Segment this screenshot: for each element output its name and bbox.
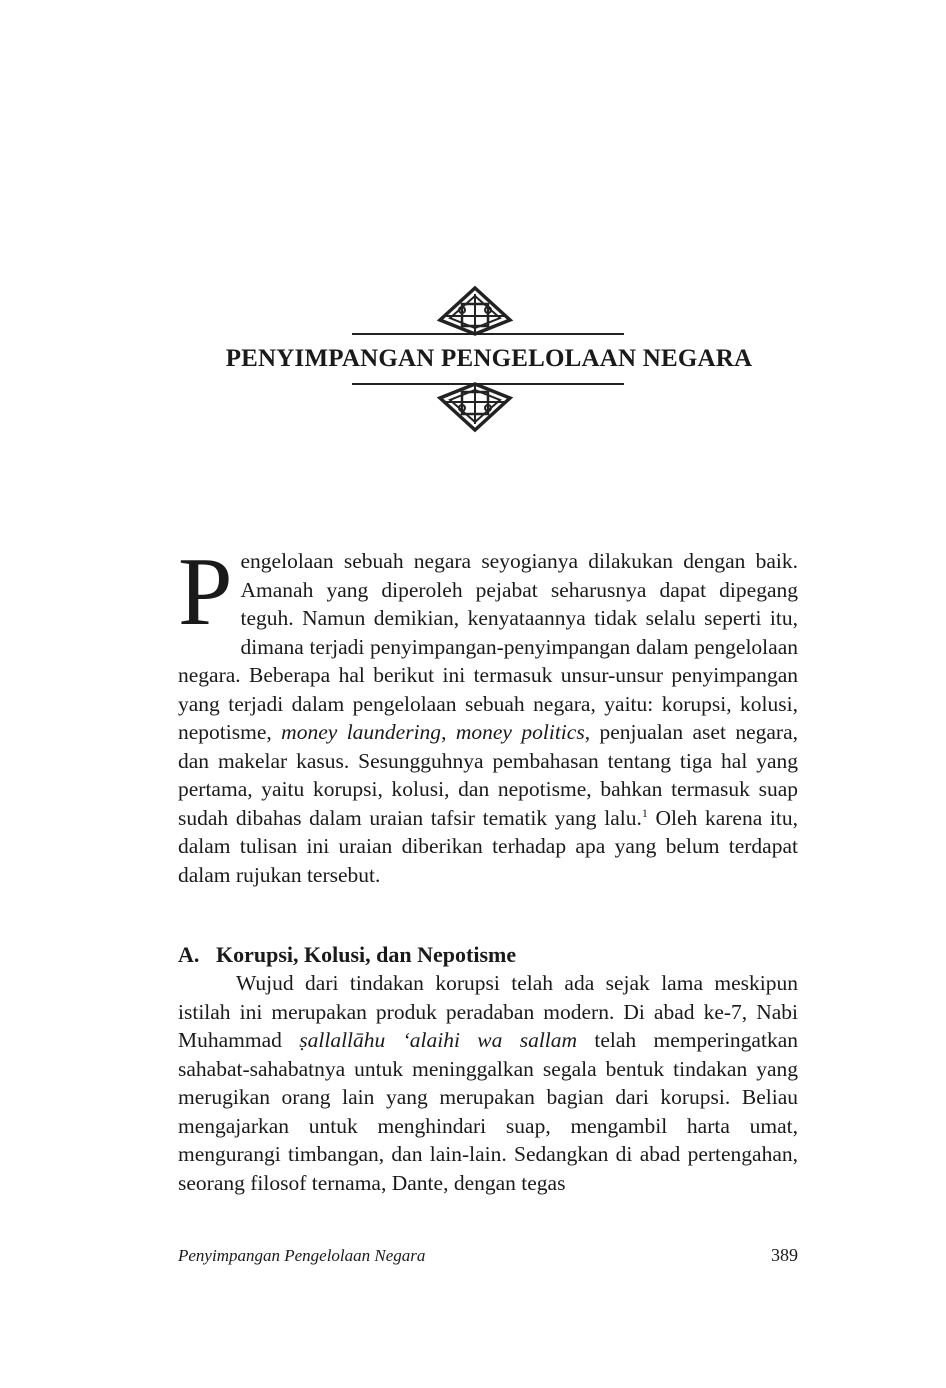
intro-text-3: , penjualan aset negara, dan makelar kasus. Sesungguhnya pembahasan tentang tiga hal yang pertama, yaitu korupsi, kolusi, dan nepotisme, bahkan termasuk suap sudah dibahas dalam uraian tafsir tematik yang lalu. [178, 720, 799, 830]
running-footer-title: Penyimpangan Pengelolaan Negara [178, 1246, 426, 1265]
footnote-reference[interactable]: 1 [641, 805, 648, 820]
intro-text-2: , [441, 720, 456, 744]
chapter-title: PENYIMPANGAN PENGELOLAAN NEGARA [225, 345, 753, 372]
intro-paragraph [178, 538, 799, 889]
intro-text-1: engelolaan sebuah negara seyogianya dilakukan dengan baik. Amanah yang diperoleh pejabat seharusnya dapat dipegang teguh. Namun demikian, kenyataannya tidak selalu seperti itu, dimana terjadi penyimpangan-penyimpangan dalam pengelolaan negara. Beberapa hal berikut ini termasuk unsur-unsur penyimpangan yang terjadi dalam pengelolaan sebuah negara, yaitu: korupsi, kolusi, nepotisme, [178, 549, 798, 744]
section-paragraph [178, 969, 798, 1197]
intro-text-4: Oleh karena itu, dalam tulisan ini uraian diberikan terhadap apa yang belum terdapat dalam rujukan tersebut. [178, 805, 799, 887]
term-money-politics: money politics [455, 720, 585, 744]
drop-cap: P [178, 538, 233, 646]
honorific-phrase: ṣallallāhu ‘alaihi wa sallam [299, 1028, 578, 1052]
page-number: 389 [771, 1245, 798, 1265]
section-text-1: Wujud dari tindakan korupsi telah ada sejak lama meskipun istilah ini merupakan produk peradaban modern. Di abad ke-7, Nabi Muhammad [178, 971, 798, 1052]
section-text-2: telah memperingatkan sahabat-sahabatnya untuk meninggalkan segala bentuk tindakan yang merugikan orang lain yang merupakan bagian dari korupsi. Beliau mengajarkan untuk menghindari suap, mengambil harta umat, mengurangi timbangan, dan lain-lain. Sedangkan di abad pertengahan, seorang filosof ternama, Dante, dengan tegas [178, 1028, 798, 1195]
section-heading [178, 941, 798, 969]
section-number: A. [178, 942, 200, 967]
section-heading-text: Korupsi, Kolusi, dan Nepotisme [216, 942, 517, 967]
term-money-laundering: money laundering [281, 720, 442, 744]
